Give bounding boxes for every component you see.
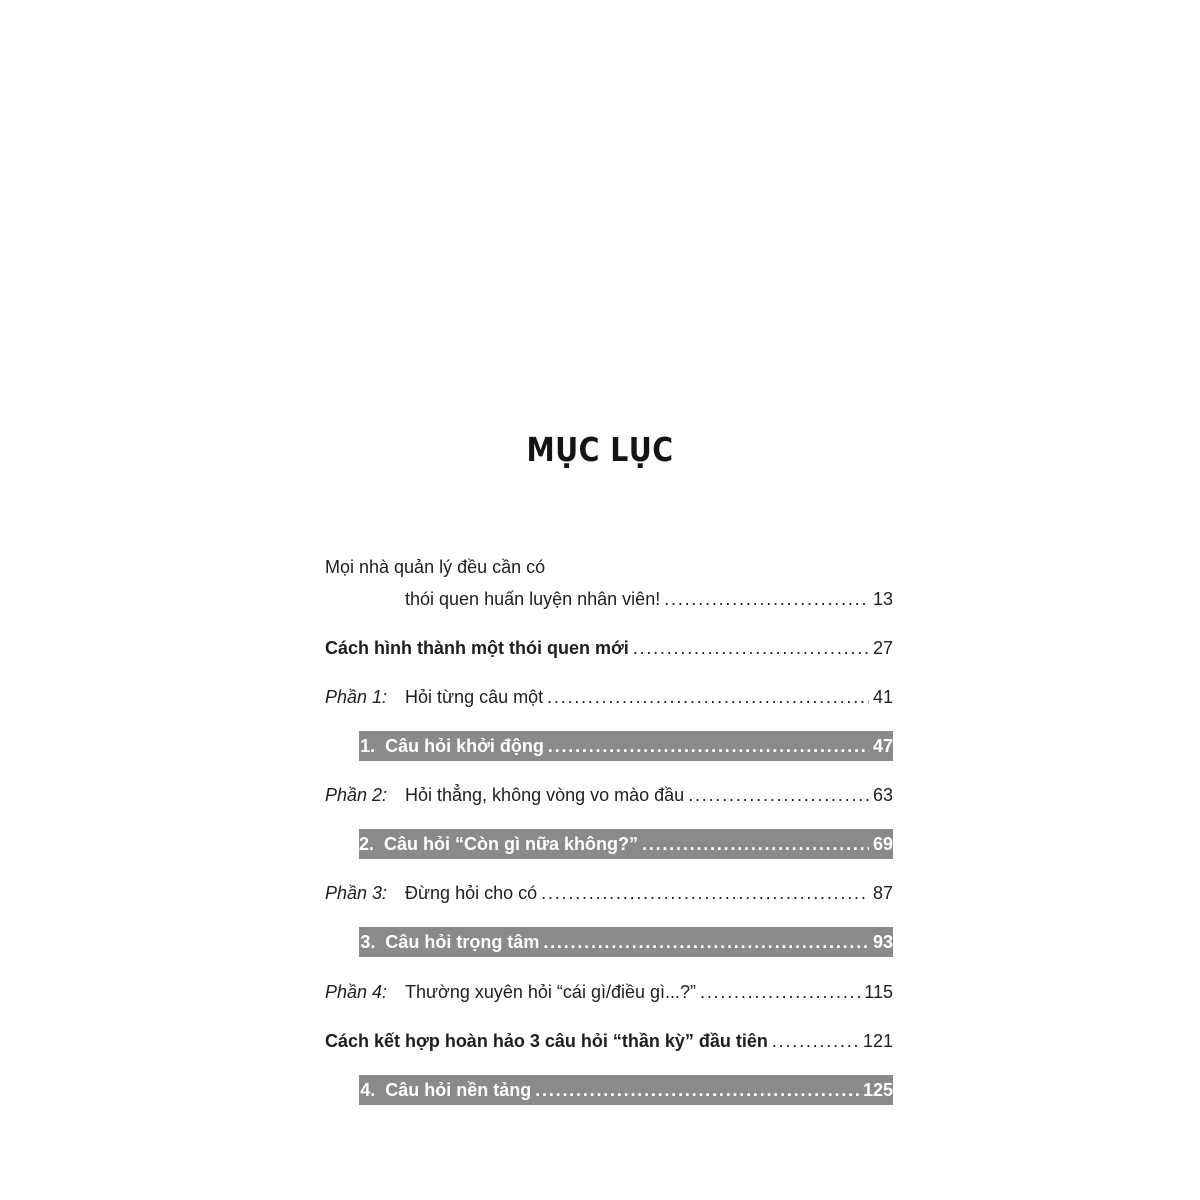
toc-entry-title: Đừng hỏi cho có <box>405 882 538 903</box>
toc-page-number: 63 <box>872 784 893 805</box>
toc-entry-title: thói quen huấn luyện nhân viên! <box>405 588 661 609</box>
toc-entry-question-2[interactable] <box>359 829 893 859</box>
leader-dots <box>541 883 869 904</box>
toc-page-number: 47 <box>872 735 893 756</box>
toc-entry-habit[interactable] <box>325 633 893 663</box>
toc-question-number: 3. <box>360 931 376 952</box>
page-title: MỤC LỤC <box>526 430 674 469</box>
leader-dots <box>548 736 869 757</box>
toc-part-label: Phần 3: <box>325 882 388 903</box>
toc-page-number: 27 <box>872 637 893 658</box>
toc-entry-title: Câu hỏi khởi động <box>385 735 544 756</box>
leader-dots <box>633 638 869 659</box>
toc-question-number: 1. <box>360 735 376 756</box>
leader-dots <box>664 589 869 610</box>
toc-page-number: 13 <box>872 588 893 609</box>
toc-entry-title: Câu hỏi nền tảng <box>385 1079 532 1100</box>
toc-question-number: 2. <box>359 833 375 854</box>
toc-entry-part-4[interactable] <box>325 977 893 1007</box>
toc-page-number: 41 <box>872 686 893 707</box>
leader-dots <box>535 1080 859 1101</box>
toc-question-number: 4. <box>360 1079 376 1100</box>
toc-entry-title: Hỏi từng câu một <box>405 686 544 707</box>
toc-entry-question-4[interactable] <box>359 1075 893 1105</box>
toc-page-number: 93 <box>872 931 893 952</box>
leader-dots <box>642 834 869 855</box>
toc-entry-intro[interactable] <box>325 584 893 614</box>
toc-entry-part-2[interactable] <box>325 780 893 810</box>
toc-entry-title: Cách kết hợp hoàn hảo 3 câu hỏi “thần kỳ” đầu tiên <box>325 1030 768 1051</box>
toc-entry-part-3[interactable] <box>325 878 893 908</box>
leader-dots <box>688 785 869 806</box>
toc-entry-title: Cách hình thành một thói quen mới <box>325 637 629 658</box>
toc-page-number: 87 <box>872 882 893 903</box>
toc-page-number: 121 <box>862 1030 893 1051</box>
toc-entry-intro-first-line: Mọi nhà quản lý đều cần có <box>325 556 546 577</box>
leader-dots <box>547 687 869 708</box>
toc-entry-combination[interactable] <box>325 1026 893 1056</box>
toc-part-label: Phần 1: <box>325 686 388 707</box>
toc-entry-title: Câu hỏi trọng tâm <box>385 931 540 952</box>
leader-dots <box>543 932 869 953</box>
toc-entry-title: Thường xuyên hỏi “cái gì/điều gì...?” <box>405 981 697 1002</box>
leader-dots <box>700 982 860 1003</box>
toc-page-number: 69 <box>872 833 893 854</box>
toc-entry-title: Câu hỏi “Còn gì nữa không?” <box>384 833 639 854</box>
toc-part-label: Phần 2: <box>325 784 388 805</box>
toc-entry-question-1[interactable] <box>359 731 893 761</box>
toc-entry-question-3[interactable] <box>359 927 893 957</box>
toc-part-label: Phần 4: <box>325 981 388 1002</box>
leader-dots <box>772 1031 859 1052</box>
toc-entry-part-1[interactable] <box>325 682 893 712</box>
toc-entry-title: Hỏi thẳng, không vòng vo mào đầu <box>405 784 685 805</box>
toc-page-number: 115 <box>864 981 893 1002</box>
toc-entry-intro-line1 <box>325 552 893 582</box>
toc-page-number: 125 <box>862 1079 893 1100</box>
